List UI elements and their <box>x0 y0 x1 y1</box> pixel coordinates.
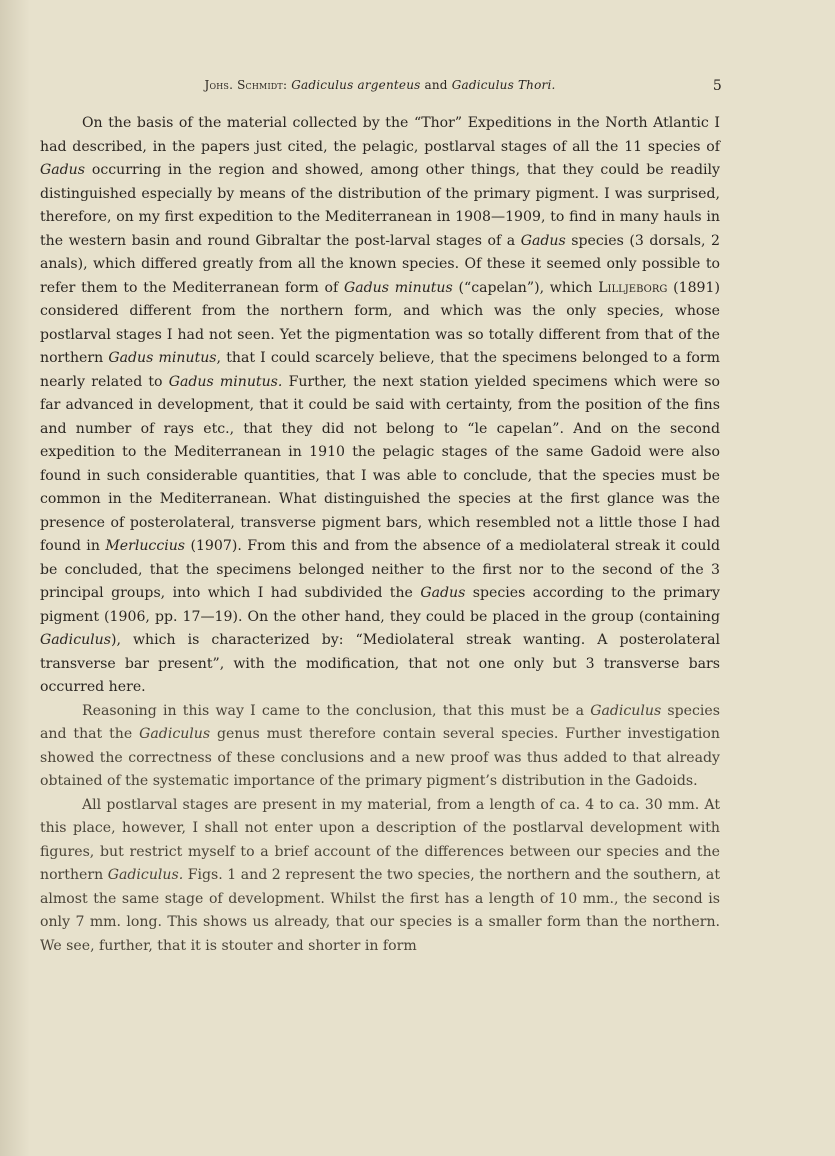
page-number: 5 <box>712 78 722 94</box>
body-text <box>40 112 720 958</box>
author-reference: Lilljeborg <box>598 279 668 296</box>
title-species-1: Gadiculus argenteus <box>291 78 421 92</box>
running-title: Johs. Schmidt: Gadiculus argenteus and Gadiculus Thori. <box>204 78 556 92</box>
paragraph-3: All postlarval stages are present in my material, from a length of ca. 4 to ca. 30 mm. At this place, however, I shall not enter upon a description of the postlarval development with figures, but restrict myself to a brief account of the differences between our species and the northern Gadiculus. Figs. 1 and 2 represent the two species, the northern and the southern, at almost the same stage of development. Whilst the first has a length of 10 mm., the second is only 7 mm. long. This shows us already, that our species is a smaller form than the northern. We see, further, that it is stouter and shorter in form <box>40 796 720 954</box>
document-page <box>40 78 720 958</box>
paragraph-1: On the basis of the material collected by the “Thor” Expeditions in the North Atlantic I had described, in the papers just cited, the pelagic, postlarval stages of all the 11 species of Gadus occurring in the region and showed, among other things, that they could be readily distinguished especially by means of the distribution of the primary pigment. I was surprised, therefore, on my first expedition to the Mediterranean in 1908—1909, to find in many hauls in the western basin and round Gibraltar the post-larval stages of a Gadus species (3 dorsals, 2 anals), which differed greatly from all the known species. Of these it seemed only possible to refer them to the Mediterranean form of Gadus minutus (“capelan”), which Lilljeborg (1891) considered different from the northern form, and which was the only species, whose postlarval stages I had not seen. Yet the pigmentation was so totally different from that of the northern Gadus minutus, that I could scarcely believe, that the specimens belonged to a form nearly related to Gadus minutus. Further, the next station yielded specimens which were so far advanced in development, that it could be said with certainty, from the position of the fins and number of rays etc., that they did not belong to “le capelan”. And on the second expedition to the Mediterranean in 1910 the pelagic stages of the same Gadoid were also found in such considerable quantities, that I was able to conclude, that the species must be common in the Mediterranean. What distinguished the species at the first glance was the presence of posterolateral, transverse pigment bars, which resembled not a little those I had found in Merluccius (1907). From this and from the absence of a mediolateral streak it could be concluded, that the specimens belonged neither to the first nor to the second of the 3 principal groups, into which I had subdivided the Gadus species according to the primary pigment (1906, pp. 17—19). On the other hand, they could be placed in the group (containing Gadiculus), which is characterized by: “Mediolateral streak wanting. A posterolateral transverse bar present”, with the modification, that not one only but 3 transverse bars occurred here. <box>40 115 721 695</box>
title-species-2: Gadiculus Thori. <box>451 78 556 92</box>
author-name: Johs. Schmidt <box>204 78 283 92</box>
running-header <box>40 78 720 104</box>
paragraph-2: Reasoning in this way I came to the conclusion, that this must be a Gadiculus species and that the Gadiculus genus must therefore contain several species. Further investigation showed the correctness of these conclusions and a new proof was thus added to that already obtained of the systematic importance of the primary pigment’s distribution in the Gadoids. <box>40 702 720 789</box>
